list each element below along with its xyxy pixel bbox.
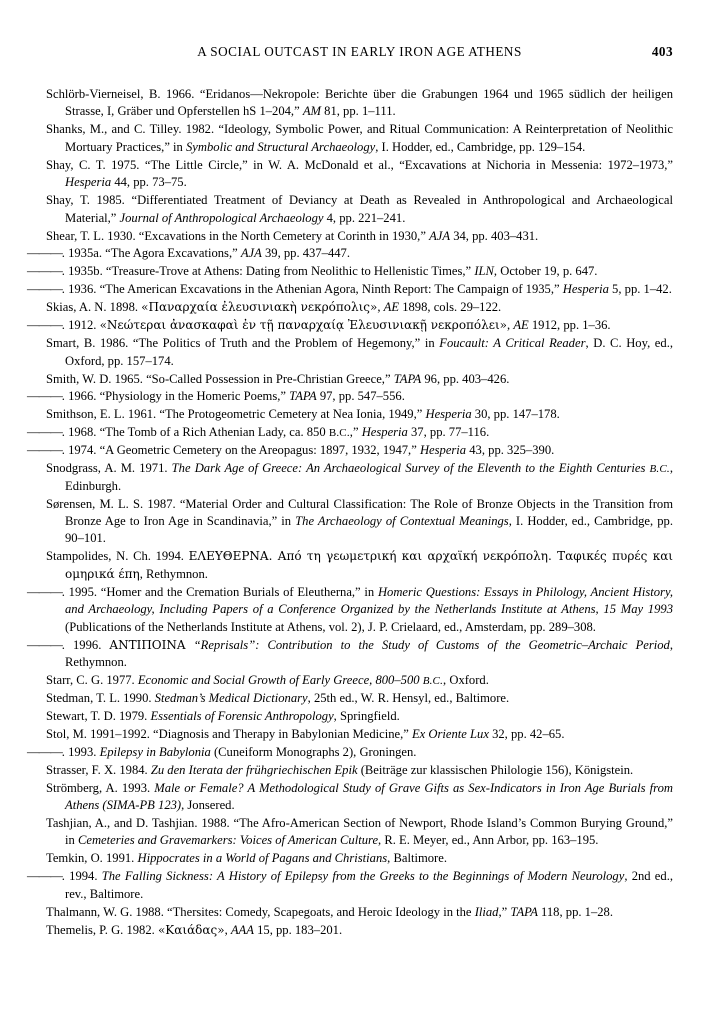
running-header bbox=[46, 44, 673, 60]
bibliography-entry: Themelis, P. G. 1982. «Καιάδας», AAA 15, pp. 183–201. bbox=[46, 922, 343, 937]
bibliography-entry: Shay, C. T. 1975. “The Little Circle,” in W. A. McDonald et al., “Excavations at Nichoria in Messenia: 1972–1973,” Hesperia 44, pp. 73–75. bbox=[46, 157, 673, 190]
bibliography-entry: ———. 1994. The Falling Sickness: A History of Epilepsy from the Greeks to the Beginnings of Modern Neurology, 2nd ed., rev., Baltimore. bbox=[27, 869, 673, 901]
bibliography-entry: Shay, T. 1985. “Differentiated Treatment of Deviancy at Death as Revealed in Anthropological and Archaeological Material,” Journal of Anthropological Archaeology 4, pp. 221–241. bbox=[46, 193, 673, 225]
bibliography-entry: ———. 1936. “The American Excavations in the Athenian Agora, Ninth Report: The Campaign of 1935,” Hesperia 5, pp. 1–42. bbox=[27, 282, 672, 297]
bibliography-entry: ———. 1912. «Νεώτεραι ἀνασκαφαὶ ἐν τῇ παναρχαίᾳ Ἐλευσινιακῇ νεκροπόλει», AE 1912, pp. 1–36. bbox=[27, 318, 611, 333]
bibliography-entry: Starr, C. G. 1977. Economic and Social Growth of Early Greece, 800–500 B.C., Oxford. bbox=[46, 672, 489, 687]
bibliography-entry: Smart, B. 1986. “The Politics of Truth and the Problem of Hegemony,” in Foucault: A Critical Reader, D. C. Hoy, ed., Oxford, pp. 157–174. bbox=[46, 336, 673, 368]
bibliography-entry: Smithson, E. L. 1961. “The Protogeometric Cemetery at Nea Ionia, 1949,” Hesperia 30, pp. 147–178. bbox=[46, 407, 560, 422]
bibliography-entry: Schlörb-Vierneisel, B. 1966. “Eridanos—Nekropole: Berichte über die Grabungen 1964 und 1965 südlich der heiligen Strasse, I, Gräber und Opferstellen hS 1–204,” AM 81, pp. 1–111. bbox=[46, 87, 673, 119]
bibliography-entry: Stewart, T. D. 1979. Essentials of Forensic Anthropology, Springfield. bbox=[46, 708, 400, 723]
bibliography-entry: Tashjian, A., and D. Tashjian. 1988. “The Afro-American Section of Newport, Rhode Island’s Common Burying Ground,” in Cemeteries and Gravemarkers: Voices of American Culture, R. E. Meyer, ed., Ann Arbor, pp. 163–195. bbox=[46, 815, 673, 848]
bibliography-entry: ———. 1968. “The Tomb of a Rich Athenian Lady, ca. 850 B.C.,” Hesperia 37, pp. 77–116. bbox=[27, 425, 490, 440]
bibliography-entry: Skias, A. N. 1898. «Παναρχαία ἐλευσινιακὴ νεκρόπολις», AE 1898, cols. 29–122. bbox=[46, 300, 502, 315]
bibliography-entry: ———. 1993. Epilepsy in Babylonia (Cuneiform Monographs 2), Groningen. bbox=[27, 744, 417, 759]
bibliography-entry: Temkin, O. 1991. Hippocrates in a World of Pagans and Christians, Baltimore. bbox=[46, 851, 447, 866]
bibliography-entry: Stol, M. 1991–1992. “Diagnosis and Therapy in Babylonian Medicine,” Ex Oriente Lux 32, pp. 42–65. bbox=[46, 726, 565, 741]
bibliography-entry: ———. 1995. “Homer and the Cremation Burials of Eleutherna,” in Homeric Questions: Essays in Philology, Ancient History, and Archaeology, Including Papers of a Conference Organized by the Netherlands Institute at Athens, 15 May 1993 (Publications of the Netherlands Institute at Athens, vol. 2), J. P. Crielaard, ed., Amsterdam, pp. 289–308. bbox=[27, 584, 673, 634]
bibliography-entry: ———. 1996. ΑΝΤΙΠΟΙΝΑ “Reprisals”: Contribution to the Study of Customs of the Geometric–Archaic Period, Rethymnon. bbox=[27, 637, 674, 669]
bibliography-entry: Strasser, F. X. 1984. Zu den Iterata der frühgriechischen Epik (Beiträge zur klassischen Philologie 156), Königstein. bbox=[46, 762, 634, 777]
bibliography-entry: Smith, W. D. 1965. “So-Called Possession in Pre-Christian Greece,” TAPA 96, pp. 403–426. bbox=[46, 371, 510, 386]
page-number: 403 bbox=[651, 44, 673, 59]
bibliography-entry: ———. 1966. “Physiology in the Homeric Poems,” TAPA 97, pp. 547–556. bbox=[27, 389, 405, 404]
bibliography-list bbox=[27, 86, 674, 939]
bibliography-entry: Thalmann, W. G. 1988. “Thersites: Comedy, Scapegoats, and Heroic Ideology in the Iliad,” TAPA 118, pp. 1–28. bbox=[46, 904, 614, 919]
bibliography-entry: Shanks, M., and C. Tilley. 1982. “Ideology, Symbolic Power, and Ritual Communication: A Reinterpretation of Neolithic Mortuary Practices,” in Symbolic and Structural Archaeology, I. Hodder, ed., Cambridge, pp. 129–154. bbox=[46, 122, 673, 154]
bibliography-entry: ———. 1974. “A Geometric Cemetery on the Areopagus: 1897, 1932, 1947,” Hesperia 43, pp. 325–390. bbox=[27, 443, 555, 458]
bibliography-entry: ———. 1935b. “Treasure-Trove at Athens: Dating from Neolithic to Hellenistic Times,” ILN, October 19, p. 647. bbox=[27, 264, 598, 279]
bibliography-entry: Stedman, T. L. 1990. Stedman’s Medical Dictionary, 25th ed., W. R. Hensyl, ed., Baltimore. bbox=[46, 690, 510, 705]
running-title: A SOCIAL OUTCAST IN EARLY IRON AGE ATHENS bbox=[197, 44, 522, 59]
bibliography-entry: Sørensen, M. L. S. 1987. “Material Order and Cultural Classification: The Role of Bronze Objects in the Transition from Bronze Age to Iron Age in Scandinavia,” in The Archaeology of Contextual Meanings, I. Hodder, ed., Cambridge, pp. 90–101. bbox=[46, 496, 673, 546]
bibliography-entry: Stampolides, N. Ch. 1994. ΕΛΕΥΘΕΡΝΑ. Από τη γεωμετρική και αρχαϊκή νεκρόπολη. Ταφικές πυρές και ομηρικά έπη, Rethymnon. bbox=[46, 549, 673, 581]
bibliography-entry: Strömberg, A. 1993. Male or Female? A Methodological Study of Grave Gifts as Sex-Indicators in Iron Age Burials from Athens (SIMA-PB 123), Jonsered. bbox=[46, 780, 673, 812]
bibliography-entry: Snodgrass, A. M. 1971. The Dark Age of Greece: An Archaeological Survey of the Eleventh to the Eighth Centuries B.C., Edinburgh. bbox=[46, 461, 674, 493]
bibliography-entry: Shear, T. L. 1930. “Excavations in the North Cemetery at Corinth in 1930,” AJA 34, pp. 403–431. bbox=[46, 228, 539, 243]
bibliography-entry: ———. 1935a. “The Agora Excavations,” AJA 39, pp. 437–447. bbox=[27, 246, 350, 261]
